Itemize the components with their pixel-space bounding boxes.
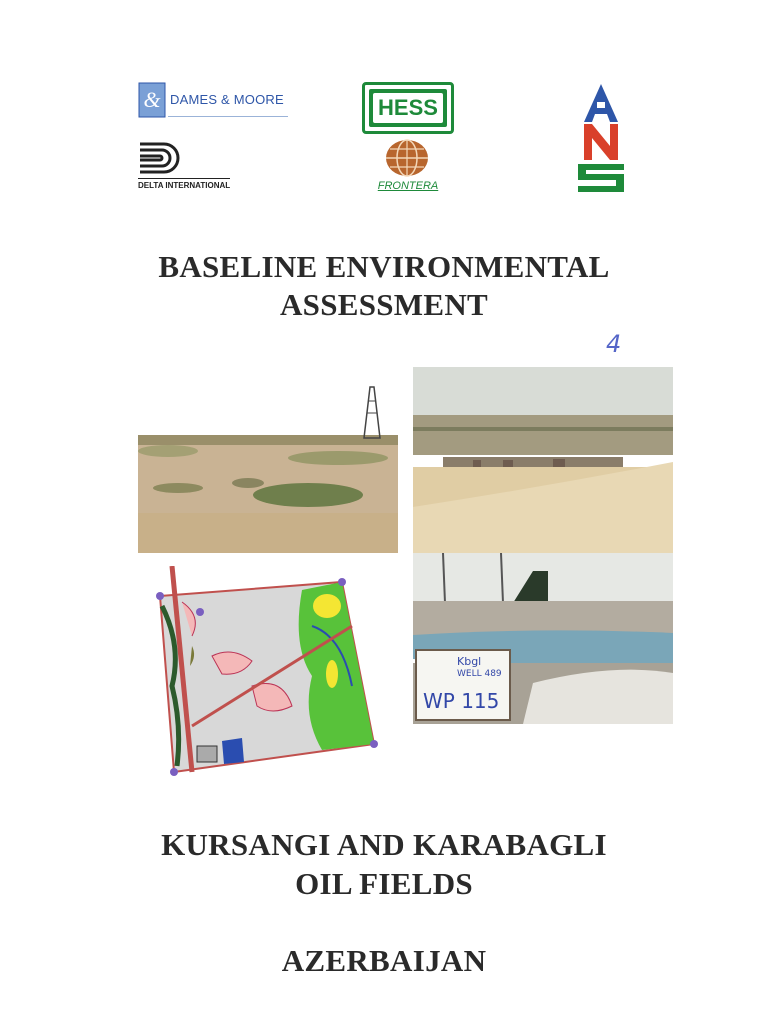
well-sign [415, 649, 511, 721]
well-sign-line-2: WELL 489 [457, 669, 502, 679]
hess-logo [362, 82, 454, 134]
hess-label: HESS [378, 95, 438, 120]
dames-moore-logo [138, 82, 288, 122]
well-sign-line-3: WP 115 [423, 689, 500, 713]
page-title-line-1: BASELINE ENVIRONMENTAL [158, 249, 610, 284]
globe-icon [384, 138, 430, 178]
delta-label: DELTA INTERNATIONAL [138, 181, 231, 190]
ans-logo-icon [574, 82, 628, 194]
frontera-logo [362, 138, 454, 196]
steppe-derrick-photo [138, 383, 398, 553]
well-sign-line-1: Kbgl [457, 655, 482, 668]
svg-text:&: & [143, 87, 161, 112]
dames-moore-logo-icon [138, 82, 168, 118]
delta-logo-icon [138, 138, 186, 176]
page-mark: 4 [606, 330, 622, 358]
subtitle-line-1: KURSANGI AND KARABAGLI [161, 827, 607, 862]
subtitle-line-3: AZERBAIJAN [281, 943, 487, 978]
plain-settlement-photo [413, 367, 673, 553]
habitat-map [152, 566, 382, 780]
oil-well-pit-photo [413, 553, 673, 724]
page-title-line-2: ASSESSMENT [279, 287, 489, 322]
subtitle-line-2: OIL FIELDS [295, 866, 473, 901]
frontera-label: FRONTERA [377, 180, 439, 192]
delta-rule [138, 178, 230, 179]
ans-logo [574, 82, 628, 194]
dames-moore-label: DAMES & MOORE [170, 92, 284, 107]
delta-logo [138, 138, 248, 196]
logo-divider [168, 116, 288, 117]
